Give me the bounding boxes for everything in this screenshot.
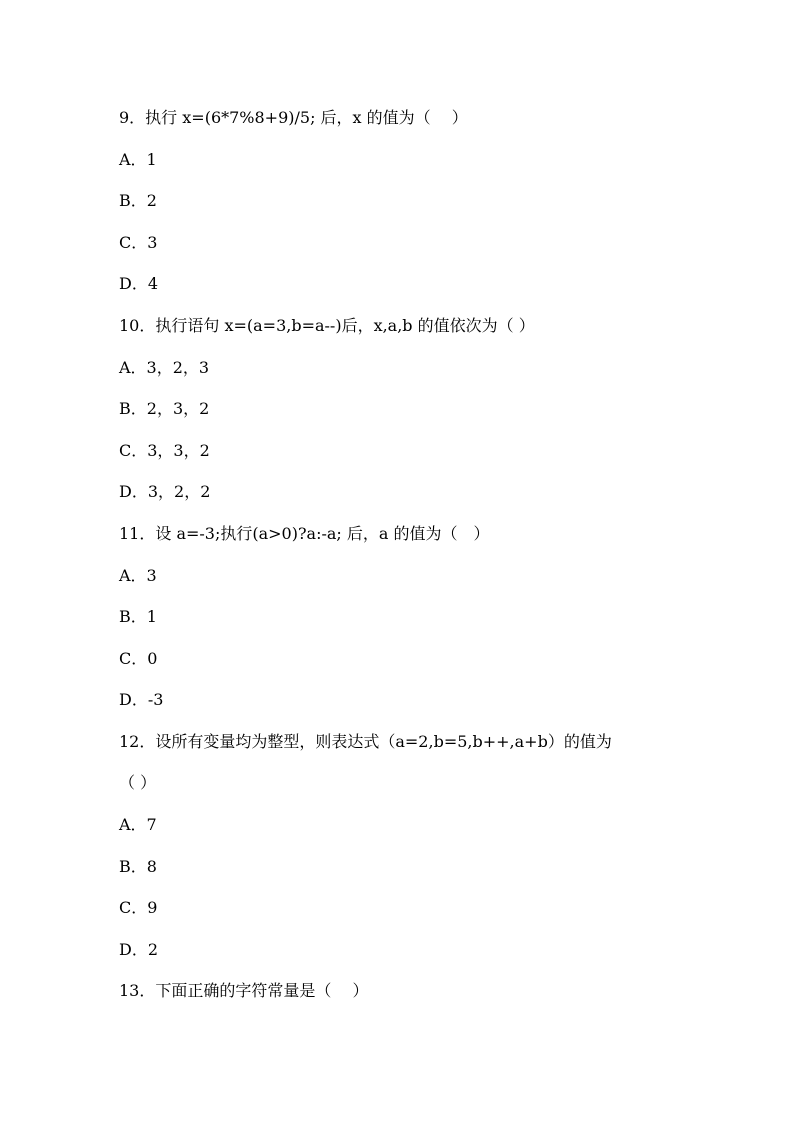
question-11-option-b: B．1	[119, 607, 157, 626]
question-11-option-d: D．-3	[119, 690, 164, 709]
question-9-option-d: D．4	[119, 274, 159, 293]
question-13-stem: 13．下面正确的字符常量是（ ）	[119, 981, 369, 1000]
question-11-option-a: A．3	[119, 566, 157, 585]
question-12-stem-continuation: （ ）	[119, 773, 157, 792]
question-12-option-a: A．7	[119, 815, 157, 834]
question-9-option-c: C．3	[119, 233, 158, 252]
question-11-option-c: C．0	[119, 649, 158, 668]
question-10-option-c: C．3，3，2	[119, 441, 210, 460]
question-10-option-b: B．2，3，2	[119, 399, 210, 418]
question-11-stem: 11．设 a=-3;执行(a>0)?a:-a; 后，a 的值为（ ）	[119, 524, 490, 543]
question-12-stem: 12．设所有变量均为整型，则表达式（a=2,b=5,b++,a+b）的值为	[119, 732, 612, 751]
question-12-option-c: C．9	[119, 898, 158, 917]
question-10-option-d: D．3，2，2	[119, 482, 211, 501]
question-12-option-d: D．2	[119, 940, 159, 959]
question-12-option-b: B．8	[119, 857, 157, 876]
question-10-option-a: A．3，2，3	[119, 358, 210, 377]
question-9-stem: 9．执行 x=(6*7%8+9)/5; 后，x 的值为（ ）	[119, 108, 468, 127]
question-10-stem: 10．执行语句 x=(a=3,b=a--)后，x,a,b 的值依次为（ ）	[119, 316, 535, 335]
question-9-option-a: A．1	[119, 150, 157, 169]
question-9-option-b: B．2	[119, 191, 157, 210]
